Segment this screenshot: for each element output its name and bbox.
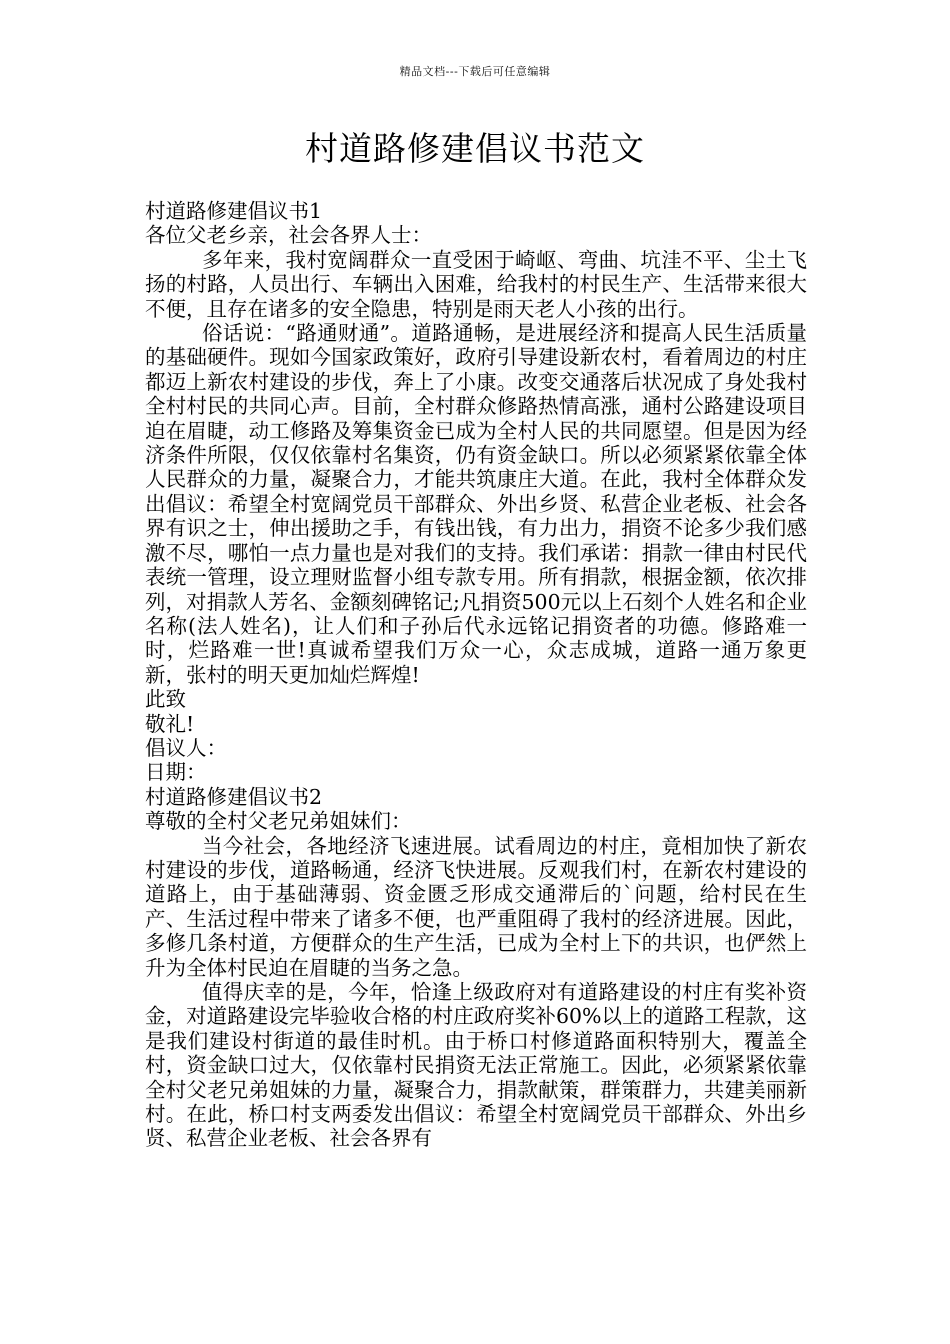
closing-salute: 敬礼! — [145, 711, 195, 736]
paragraph: 俗话说：“路通财通”。道路通畅，是进展经济和提高人民生活质量的基础硬件。现如今国家政策好，政府引导建设新农村，看着周边的村庄都迈上新农村建设的步伐，奔上了小康。改变交通落后状况成了身处我村全村村民的共同心声。目前，全村群众修路热情高涨，通村公路建设项目迫在眉睫，动工修路及筹集资金已成为全村人民的共同愿望。但是因为经济条件所限，仅仅依靠村名集资，仍有资金缺口。所以必须紧紧依靠全体人民群众的力量，凝聚合力，才能共筑康庄大道。在此，我村全体群众发出倡议：希望全村宽阔党员干部群众、外出乡贤、私营企业老板、社会各界有识之士，伸出援助之手，有钱出钱，有力出力，捐资不论多少我们感激不尽，哪怕一点力量也是对我们的支持。我们承诺：捐款一律由村民代表统一管理，设立理财监督小组专款专用。所有捐款，根据金额，依次排列，对捐款人芳名、金额刻碑铭记;凡捐资500元以上石刻个人姓名和企业名称(法人姓名)，让人们和子孙后代永远铭记捐资者的功德。修路难一时，烂路难一世!真诚希望我们万众一心，众志成城，道路一通万象更新，张村的明天更加灿烂辉煌! — [145, 321, 807, 687]
closing-line: 此致 — [145, 687, 186, 712]
proposer-label: 倡议人： — [145, 735, 227, 760]
section-heading-1: 村道路修建倡议书1 — [145, 199, 323, 223]
paragraph: 多年来，我村宽阔群众一直受困于崎岖、弯曲、坑洼不平、尘土飞扬的村路，人员出行、车辆出入困难，给我村的村民生产、生活带来很大不便，且存在诸多的安全隐患，特别是雨天老人小孩的出行。 — [145, 247, 807, 321]
section-heading-2: 村道路修建倡议书2 — [145, 784, 323, 809]
document-title: 村道路修建倡议书范文 — [305, 129, 645, 168]
page-header-note: 精品文档---下载后可任意编辑 — [399, 65, 551, 78]
paragraph: 当今社会，各地经济飞速进展。试看周边的村庄，竟相加快了新农村建设的步伐，道路畅通，经济飞快进展。反观我们村，在新农村建设的道路上，由于基础薄弱、资金匮乏形成交通滞后的`问题，给村民在生产、生活过程中带来了诸多不便，也严重阻碍了我村的经济进展。因此，多修几条村道，方便群众的生产生活，已成为全村上下的共识，也俨然上升为全体村民迫在眉睫的当务之急。 — [145, 833, 807, 980]
paragraph: 值得庆幸的是，今年，恰逢上级政府对有道路建设的村庄有奖补资金，对道路建设完毕验收合格的村庄政府奖补60%以上的道路工程款，这是我们建设村街道的最佳时机。由于桥口村修道路面积特别大，覆盖全村，资金缺口过大，仅依靠村民捐资无法正常施工。因此，必须紧紧依靠全村父老兄弟姐妹的力量，凝聚合力，捐款献策，群策群力，共建美丽新村。在此，桥口村支两委发出倡议：希望全村宽阔党员干部群众、外出乡贤、私营企业老板、社会各界有 — [145, 980, 807, 1151]
salutation-2: 尊敬的全村父老兄弟姐妹们： — [145, 809, 412, 834]
salutation-1: 各位父老乡亲，社会各界人士： — [145, 223, 432, 248]
date-label: 日期： — [145, 760, 207, 785]
document-body — [145, 199, 807, 1151]
